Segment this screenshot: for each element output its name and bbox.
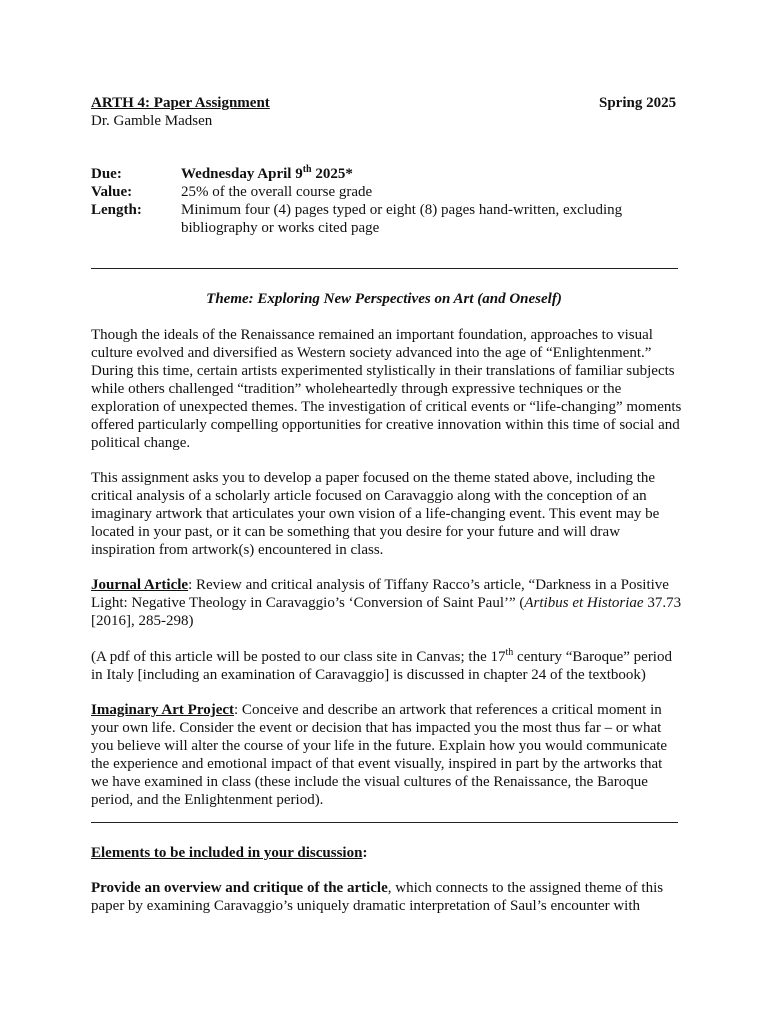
due-date: Wednesday April 9th 2025* (181, 164, 353, 182)
imaginary-art-paragraph: Imaginary Art Project: Conceive and describe an artwork that references a critical moment in your own life. Consider the event or decision that has impacted you the most thus far – or what you believe will alter the course of your life in the future. Explain how you would communicate the experience and emotional impact of that event visually, inspired in part by the artworks that we have examined in class (these include the visual cultures of the Renaissance, the Baroque period, and the Enlightenment period). (91, 702, 668, 808)
journal-article-paragraph: Journal Article: Review and critical analysis of Tiffany Racco’s article, “Darkness in a Positive Light: Negative Theology in Caravaggio’s ‘Conversion of Saint Paul’” (Artibus et Historiae 37.73 [2016], 285-298) (91, 577, 682, 629)
intro-paragraph: Though the ideals of the Renaissance remained an important foundation, approaches to visual culture evolved and diversified as Western society advanced into the age of “Enlightenment.” During this time, certain artists experimented stylistically in their translations of familiar subjects while others challenged “tradition” wholeheartedly through expressive techniques or the exploration of unexpected themes. The investigation of critical events or “life-changing” moments offered particularly compelling opportunities for creative innovation within this time of social and political change. (91, 327, 682, 451)
course-title: ARTH 4: Paper Assignment (91, 95, 270, 111)
divider (91, 822, 678, 823)
length-label: Length: (91, 202, 142, 218)
divider (91, 268, 678, 269)
length-text-line2: bibliography or works cited page (181, 220, 380, 236)
value-label: Value: (91, 184, 133, 200)
assignment-paragraph: This assignment asks you to develop a paper focused on the theme stated above, including the critical analysis of a scholarly article focused on Caravaggio along with the conception of an imaginary artwork that articulates your own vision of a life-changing event. This event may be located in your past, or it can be something that you desire for your future and will draw inspiration from artwork(s) encountered in class. (91, 470, 660, 558)
term: Spring 2025 (599, 95, 677, 111)
journal-title: Artibus et Historiae (524, 595, 644, 611)
imaginary-art-heading: Imaginary Art Project (91, 702, 235, 718)
overview-bold: Provide an overview and critique of the article (91, 880, 388, 896)
overview-paragraph: Provide an overview and critique of the article, which connects to the assigned theme of this paper by examining Caravaggio’s uniquely dramatic interpretation of Saul’s encounter with (91, 880, 664, 914)
theme-heading: Theme: Exploring New Perspectives on Art (and Oneself) (206, 291, 562, 307)
journal-article-heading: Journal Article (91, 577, 189, 593)
instructor: Dr. Gamble Madsen (91, 113, 213, 129)
elements-heading: Elements to be included in your discussion: (91, 845, 368, 861)
due-label: Due: (91, 166, 122, 182)
length-text-line1: Minimum four (4) pages typed or eight (8) pages hand-written, excluding (181, 202, 623, 218)
value-text: 25% of the overall course grade (181, 184, 373, 200)
pdf-note: (A pdf of this article will be posted to our class site in Canvas; the 17th century “Baroque” period in Italy [including an examination of Caravaggio] is discussed in chapter 24 of the textbook) (91, 647, 672, 683)
